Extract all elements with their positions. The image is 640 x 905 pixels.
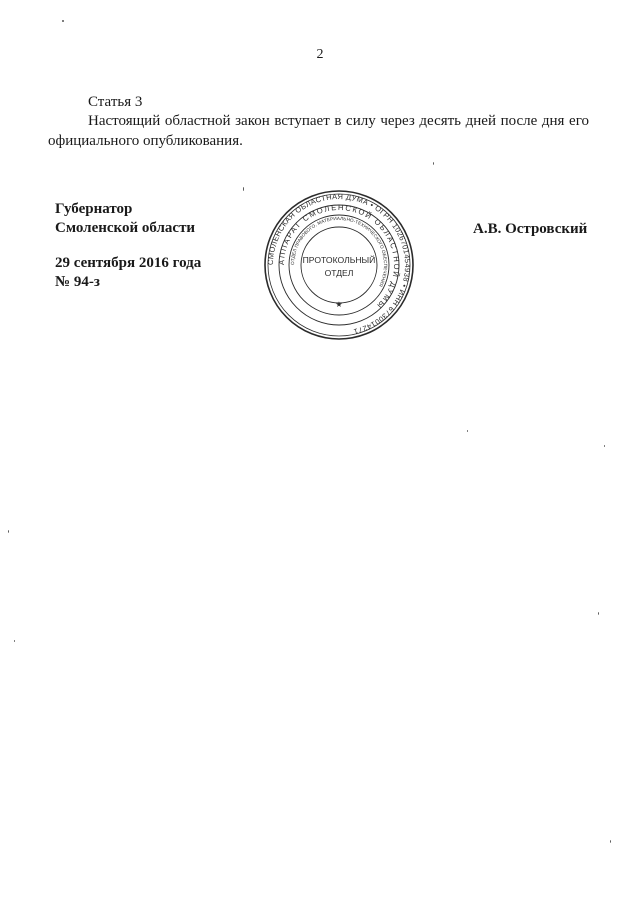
article-heading: Статья 3 bbox=[88, 94, 143, 110]
governor-title bbox=[55, 200, 195, 238]
seal-ring-inner bbox=[301, 227, 377, 303]
article-text: Настоящий областной закон вступает в силу через десять дней после дня его официального опубликования. bbox=[48, 113, 589, 149]
scan-speck bbox=[8, 530, 9, 533]
scan-speck bbox=[14, 640, 15, 642]
seal-center-line1: ПРОТОКОЛЬНЫЙ bbox=[302, 255, 376, 265]
scan-speck bbox=[610, 840, 611, 843]
scan-speck bbox=[604, 445, 605, 447]
scan-speck bbox=[243, 187, 244, 191]
page-number: 2 bbox=[316, 47, 324, 62]
seal-ring-outer bbox=[265, 191, 413, 339]
seal-outer-text: СМОЛЕНСКАЯ ОБЛАСТНАЯ ДУМА • ОГРН 1026701454938 • ИНН 6730014271 bbox=[265, 191, 413, 337]
seal-inner-text: ОТДЕЛ ПРАВОВОГО, МАТЕРИАЛЬНО-ТЕХНИЧЕСКОГО ОБЕСПЕЧЕНИЯ bbox=[289, 215, 389, 288]
law-number: № 94-з bbox=[55, 274, 100, 290]
scan-speck bbox=[598, 612, 599, 615]
seal-center-line2: ОТДЕЛ bbox=[324, 268, 354, 278]
signer-name: А.В. Островский bbox=[473, 221, 588, 237]
scan-speck bbox=[62, 20, 64, 22]
seal-star-bottom: ★ bbox=[335, 300, 343, 309]
official-seal-stamp bbox=[263, 189, 415, 341]
governor-title-line2: Смоленской области bbox=[55, 220, 196, 236]
law-date-number bbox=[55, 254, 201, 292]
seal-middle-text: АППАРАТ СМОЛЕНСКОЙ ОБЛАСТНОЙ ДУМЫ bbox=[276, 202, 402, 312]
governor-title-line1: Губернатор bbox=[55, 201, 133, 217]
scan-speck bbox=[467, 430, 468, 432]
scan-speck bbox=[433, 162, 434, 165]
law-date: 29 сентября 2016 года bbox=[55, 255, 202, 271]
